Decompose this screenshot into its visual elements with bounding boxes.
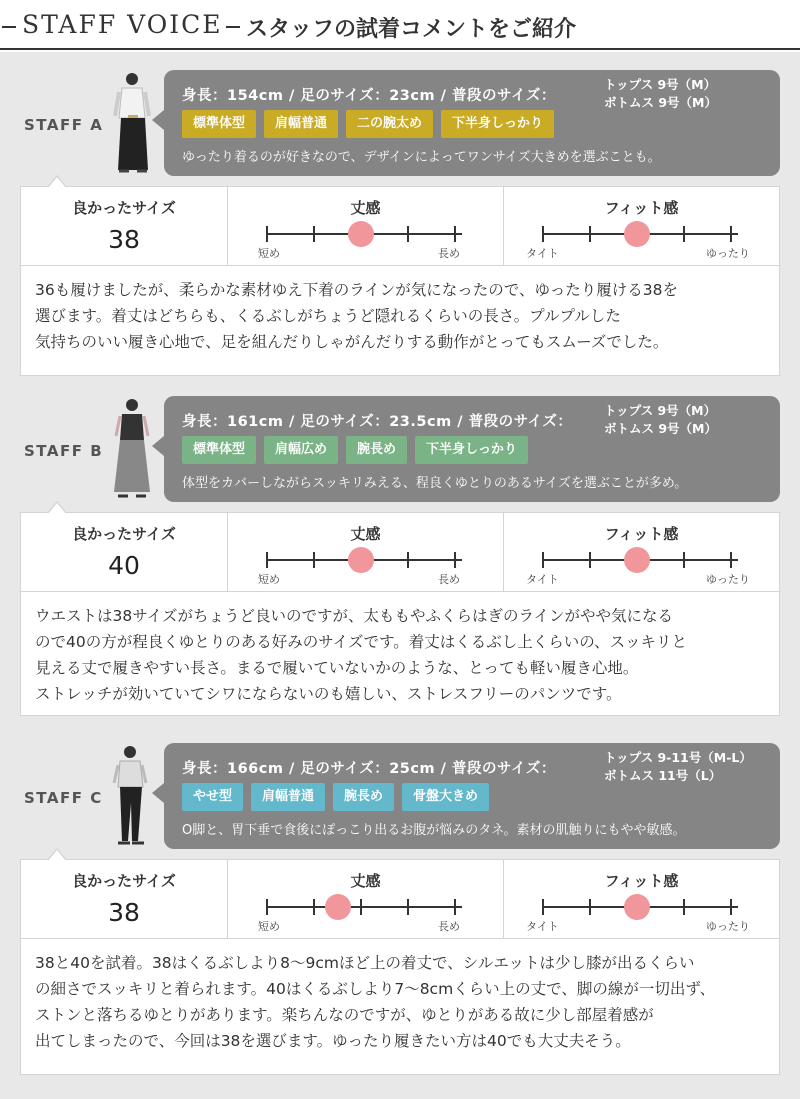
body-tag: 肩幅普通 — [251, 783, 325, 811]
fit-label: フィット感 — [604, 872, 679, 890]
scale-tick — [266, 226, 268, 242]
body-tag: 腕長め — [333, 783, 394, 811]
scale-max-label: 長め — [438, 247, 460, 260]
body-tag: 下半身しっかり — [441, 110, 554, 138]
comment-line: 気持ちのいい履き心地で、足を組んだりしゃがんだりする動作がとってもスムーズでした。 — [35, 333, 669, 351]
header-dash-right — [226, 26, 240, 28]
good-size-cell — [21, 513, 227, 591]
length-scale — [266, 233, 462, 235]
comment-line: 36も履けましたが、柔らかな素材ゆえ下着のラインが気になったので、ゆったり履ける38を — [35, 281, 679, 299]
staff-label: STAFF B — [24, 442, 104, 460]
scale-tick — [454, 226, 456, 242]
fit-metrics — [20, 186, 780, 266]
body-type-tags — [182, 110, 554, 138]
scale-tick — [407, 226, 409, 242]
scale-tick — [454, 552, 456, 568]
body-tag: 下半身しっかり — [415, 436, 528, 464]
scale-min-label: 短め — [258, 247, 280, 260]
scale-tick — [683, 899, 685, 915]
scale-tick — [313, 226, 315, 242]
fit-scale — [542, 906, 738, 908]
usual-sizes — [604, 749, 752, 785]
comment-line: 出てしまったので、今回は38を選びます。ゆったり履きたい方は40でも大丈夫そう。 — [35, 1032, 631, 1050]
comment-line: 見える丈で履きやすい長さ。まるで履いていないかのような、とっても軽い履き心地。 — [35, 659, 639, 677]
fit-metrics — [20, 859, 780, 939]
scale-max-label: 長め — [438, 573, 460, 586]
header-underline — [0, 48, 800, 50]
page-subtitle: スタッフの試着コメントをご紹介 — [246, 17, 577, 42]
header-dash-left — [2, 26, 16, 28]
good-size-value: 38 — [108, 898, 140, 927]
profile-stats: 身長：154cm / 足のサイズ：23cm / 普段のサイズ： — [182, 88, 556, 104]
fit-cell — [503, 187, 779, 265]
scale-tick — [266, 899, 268, 915]
profile-card — [164, 743, 780, 849]
length-label: 丈感 — [350, 199, 381, 217]
profile-stats: 身長：161cm / 足のサイズ：23.5cm / 普段のサイズ： — [182, 414, 573, 430]
staff-b-figure-illustration — [110, 396, 156, 504]
comment-line: ストレッチが効いていてシワにならないのも嬉しい、ストレスフリーのパンツです。 — [35, 685, 622, 703]
body-tag: 腕長め — [346, 436, 407, 464]
body-tag: 骨盤大きめ — [402, 783, 489, 811]
scale-tick — [454, 899, 456, 915]
body-type-tags — [182, 783, 489, 811]
good-size-cell — [21, 187, 227, 265]
scale-tick — [542, 899, 544, 915]
scale-max-label: ゆったり — [706, 920, 750, 933]
usual-tops-size: トップス 9-11号（M-L） — [604, 750, 752, 765]
good-size-label: 良かったサイズ — [72, 199, 176, 217]
staff-section-b — [0, 378, 800, 708]
staff-c-figure-illustration — [110, 743, 156, 851]
body-tag: 標準体型 — [182, 436, 256, 464]
fit-label: フィット感 — [604, 525, 679, 543]
staff-comment — [20, 266, 780, 376]
fit-indicator-dot — [624, 547, 650, 573]
body-type-tags — [182, 436, 528, 464]
staff-comment — [20, 939, 780, 1075]
usual-bottoms-size: ボトムス 9号（M） — [604, 421, 717, 436]
scale-tick — [542, 552, 544, 568]
fit-label: フィット感 — [604, 199, 679, 217]
scale-tick — [407, 552, 409, 568]
scale-max-label: ゆったり — [706, 247, 750, 260]
body-tag: 標準体型 — [182, 110, 256, 138]
scale-tick — [730, 226, 732, 242]
length-indicator-dot — [325, 894, 351, 920]
body-tag: 肩幅普通 — [264, 110, 338, 138]
fit-metrics — [20, 512, 780, 592]
fit-indicator-dot — [624, 221, 650, 247]
usual-bottoms-size: ボトムス 11号（L） — [604, 768, 722, 783]
length-indicator-dot — [348, 547, 374, 573]
scale-tick — [313, 899, 315, 915]
comment-line: ウエストは38サイズがちょうど良いのですが、太ももやふくらはぎのラインがやや気になる — [35, 607, 674, 625]
staff-label: STAFF C — [24, 789, 103, 807]
length-label: 丈感 — [350, 872, 381, 890]
staff-comment — [20, 592, 780, 716]
profile-card — [164, 70, 780, 176]
good-size-cell — [21, 860, 227, 938]
good-size-label: 良かったサイズ — [72, 872, 176, 890]
scale-max-label: 長め — [438, 920, 460, 933]
scale-tick — [589, 552, 591, 568]
fit-cell — [503, 860, 779, 938]
staff-voice-content — [0, 52, 800, 1099]
staff-label: STAFF A — [24, 116, 104, 134]
staff-a-figure-illustration — [110, 70, 156, 178]
comment-line: ので40の方が程良くゆとりのある好みのサイズです。着丈はくるぶし上くらいの、スッキリと — [35, 633, 687, 651]
scale-min-label: タイト — [526, 247, 559, 260]
usual-sizes — [604, 76, 717, 112]
scale-tick — [360, 899, 362, 915]
body-tag: やせ型 — [182, 783, 243, 811]
scale-min-label: 短め — [258, 573, 280, 586]
usual-bottoms-size: ボトムス 9号（M） — [604, 95, 717, 110]
profile-note: 体型をカバーしながらスッキリみえる、程良くゆとりのあるサイズを選ぶことが多め。 — [182, 476, 688, 491]
staff-section-c — [0, 725, 800, 1055]
fit-scale — [542, 233, 738, 235]
scale-tick — [730, 899, 732, 915]
scale-tick — [542, 226, 544, 242]
length-label: 丈感 — [350, 525, 381, 543]
usual-tops-size: トップス 9号（M） — [604, 403, 717, 418]
comment-line: の細さでスッキリと着られます。40はくるぶしより7〜8cmくらい上の丈で、脚の線が一切出ず、 — [35, 980, 716, 998]
profile-note: O脚と、胃下垂で食後にぽっこり出るお腹が悩みのタネ。素材の肌触りにもやや敏感。 — [182, 823, 686, 838]
length-cell — [227, 187, 503, 265]
good-size-value: 40 — [108, 551, 140, 580]
length-cell — [227, 860, 503, 938]
scale-tick — [683, 552, 685, 568]
scale-min-label: タイト — [526, 573, 559, 586]
fit-indicator-dot — [624, 894, 650, 920]
usual-tops-size: トップス 9号（M） — [604, 77, 717, 92]
profile-stats: 身長：166cm / 足のサイズ：25cm / 普段のサイズ： — [182, 761, 556, 777]
comment-line: 38と40を試着。38はくるぶしより8〜9cmほど上の着丈で、シルエットは少し膝が出るくらい — [35, 954, 695, 972]
fit-cell — [503, 513, 779, 591]
length-cell — [227, 513, 503, 591]
body-tag: 肩幅広め — [264, 436, 338, 464]
good-size-value: 38 — [108, 225, 140, 254]
profile-note: ゆったり着るのが好きなので、デザインによってワンサイズ大きめを選ぶことも。 — [182, 150, 661, 165]
comment-line: ストンと落ちるゆとりがあります。楽ちんなのですが、ゆとりがある故に少し部屋着感が — [35, 1006, 654, 1024]
scale-tick — [589, 226, 591, 242]
comment-line: 選びます。着丈はどちらも、くるぶしがちょうど隠れるくらいの長さ。プルプルした — [35, 307, 621, 325]
page-title: STAFF VOICE — [22, 10, 223, 39]
profile-card — [164, 396, 780, 502]
scale-min-label: タイト — [526, 920, 559, 933]
scale-max-label: ゆったり — [706, 573, 750, 586]
scale-min-label: 短め — [258, 920, 280, 933]
scale-tick — [589, 899, 591, 915]
length-scale — [266, 559, 462, 561]
scale-tick — [683, 226, 685, 242]
usual-sizes — [604, 402, 717, 438]
scale-tick — [730, 552, 732, 568]
scale-tick — [266, 552, 268, 568]
length-scale — [266, 906, 462, 908]
fit-scale — [542, 559, 738, 561]
staff-section-a — [0, 52, 800, 382]
page-header — [0, 0, 800, 50]
length-indicator-dot — [348, 221, 374, 247]
body-tag: 二の腕太め — [346, 110, 433, 138]
good-size-label: 良かったサイズ — [72, 525, 176, 543]
scale-tick — [407, 899, 409, 915]
scale-tick — [313, 552, 315, 568]
